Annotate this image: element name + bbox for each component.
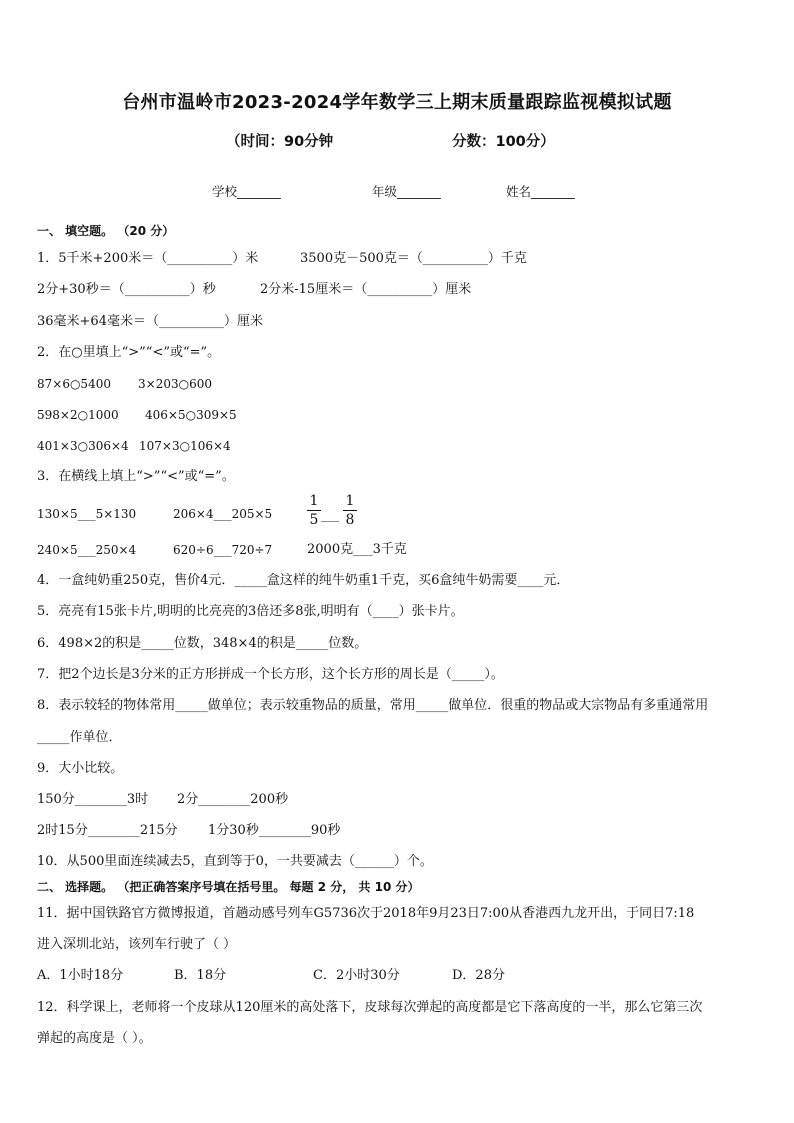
name-field: 姓名_______	[506, 184, 575, 199]
section-2-heading: 二、 选择题。 （把正确答案序号填在括号里。 每题 2 分， 共 10 分）	[37, 880, 420, 894]
q3-item-c: 240×5___250×4	[37, 543, 137, 557]
q1-part-a: 1．5千米+200米＝（__________）米	[37, 251, 259, 266]
fraction-denominator: 5	[309, 512, 319, 528]
q3-item-b: 206×4___205×5	[173, 507, 273, 521]
q2-item-a: 87×6○5400	[37, 377, 111, 391]
q2-item-d: 406×5○309×5	[145, 408, 237, 422]
q9-item-b: 2分________200秒	[177, 792, 289, 807]
q7-text: 7．把2个边长是3分米的正方形拼成一个长方形，这个长方形的周长是（_____）。	[37, 667, 504, 682]
school-field: 学校_______	[212, 184, 281, 199]
q11-option-d: D．28分	[452, 968, 505, 983]
q2-item-b: 3×203○600	[138, 377, 212, 391]
q2-stem: 2．在○里填上“>”“<”或“=”。	[37, 345, 221, 360]
q3-item-d: 620÷6___720÷7	[173, 543, 273, 557]
q8-text-line2: _____作单位．	[37, 730, 122, 745]
q1-part-b: 3500克－500克＝（__________）千克	[300, 251, 527, 266]
section-1-heading: 一、 填空题。 （20 分）	[37, 224, 175, 238]
q9-item-d: 1分30秒________90秒	[208, 823, 341, 838]
q11-option-c: C．2小时30分	[313, 968, 400, 983]
fraction-bar	[307, 510, 321, 511]
fraction-denominator: 8	[345, 512, 355, 528]
q1-part-d: 2分米-15厘米＝（__________）厘米	[260, 282, 472, 297]
q9-item-a: 150分________3时	[37, 792, 149, 807]
q3-stem: 3．在横线上填上“>”“<”或“=”。	[37, 469, 235, 484]
fraction-one-eighth	[343, 493, 357, 528]
exam-score: 分数：100分）	[452, 134, 555, 150]
q1-part-c: 2分+30秒＝（__________）秒	[37, 282, 216, 297]
q2-item-f: 107×3○106×4	[139, 439, 231, 453]
q9-stem: 9．大小比较。	[37, 761, 124, 776]
q5-text: 5．亮亮有15张卡片,明明的比亮亮的3倍还多8张,明明有（____）张卡片。	[37, 604, 464, 619]
q11-option-b: B．18分	[174, 968, 227, 983]
q11-option-a: A．1小时18分	[37, 968, 124, 983]
q4-text: 4．一盒纯奶重250克，售价4元．_____盒这样的纯牛奶重1千克，买6盒纯牛奶需要____元．	[37, 573, 570, 588]
fraction-numerator: 1	[309, 493, 319, 509]
fraction-one-fifth	[307, 493, 321, 528]
q11-text-line2: 进入深圳北站，该列车行驶了（ ）	[37, 937, 237, 952]
q10-text: 10．从500里面连续减去5，直到等于0，一共要减去（______）个。	[37, 854, 433, 869]
q3-item-a: 130×5___5×130	[37, 507, 137, 521]
q12-text-line2: 弹起的高度是（ ）。	[37, 1031, 152, 1046]
q3-fraction-blank: ___	[321, 508, 339, 522]
q1-part-e: 36毫米+64毫米＝（__________）厘米	[37, 314, 263, 329]
q6-text: 6．498×2的积是_____位数，348×4的积是_____位数。	[37, 636, 368, 651]
q8-text-line1: 8．表示较轻的物体常用_____做单位；表示较重物品的质量，常用_____做单位．很重的物品或大宗物品有多重通常用	[37, 698, 709, 713]
q12-text-line1: 12．科学课上，老师将一个皮球从120厘米的高处落下，皮球每次弹起的高度都是它下落高度的一半，那么它第三次	[37, 1000, 703, 1015]
fraction-numerator: 1	[345, 493, 355, 509]
q2-item-e: 401×3○306×4	[37, 439, 129, 453]
q2-item-c: 598×2○1000	[37, 408, 119, 422]
q11-text-line1: 11．据中国铁路官方微博报道，首趟动感号列车G5736次于2018年9月23日7:00从香港西九龙开出，于同日7:18	[37, 906, 695, 921]
exam-time: （时间：90分钟	[226, 134, 334, 150]
fraction-bar	[343, 510, 357, 511]
exam-title: 台州市温岭市2023-2024学年数学三上期末质量跟踪监视模拟试题	[122, 92, 672, 113]
grade-field: 年级_______	[372, 184, 441, 199]
q3-item-e: 2000克___3千克	[307, 542, 407, 557]
q9-item-c: 2时15分________215分	[37, 823, 178, 838]
